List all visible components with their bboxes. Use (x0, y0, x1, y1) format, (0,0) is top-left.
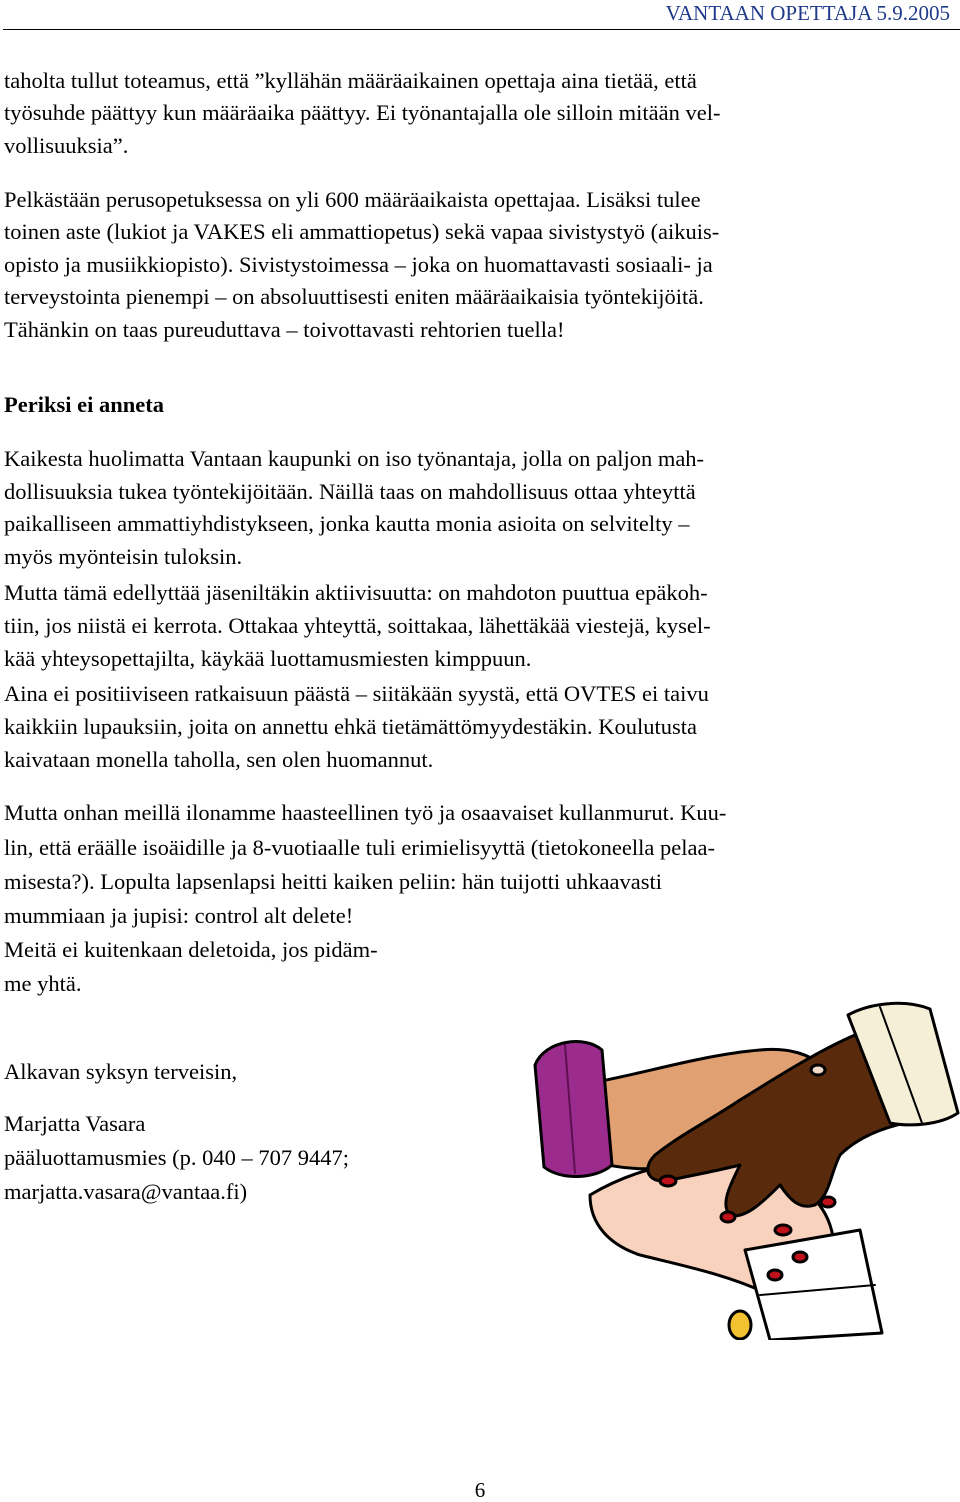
para2-line-3: opisto ja musiikkiopisto). Sivistystoimessa – joka on huomattavasti sosiaali- ja (4, 252, 713, 277)
signer-title: pääluottamusmies (p. 040 – 707 9447; (4, 1145, 349, 1170)
para2-line-2: toinen aste (lukiot ja VAKES eli ammattiopetus) sekä vapaa sivistystyö (aikuis- (4, 219, 720, 244)
para4-line-6: me yhtä. (4, 971, 82, 996)
signer-email: marjatta.vasara@vantaa.fi) (4, 1179, 248, 1204)
joined-hands-icon (530, 995, 960, 1340)
para2-line-4: terveystointa pienempi – on absoluuttisesti eniten määräaikaisia työntekijöitä. (4, 284, 704, 309)
para3-line-3: paikalliseen ammattiyhdistykseen, jonka kautta monia asioita on selvitelty – (4, 511, 690, 536)
para3-line-1: Kaikesta huolimatta Vantaan kaupunki on iso työnantaja, jolla on paljon mah- (4, 446, 705, 471)
para3-line-8: Aina ei positiiviseen ratkaisuun päästä – siitäkään syystä, että OVTES ei taivu (4, 681, 709, 706)
para3-line-9: kaikkiin lupauksiin, joita on annettu ehkä tietämättömyydestäkin. Koulutusta (4, 714, 697, 739)
para1-line-3: vollisuuksia”. (4, 133, 129, 158)
para2-line-5: Tähänkin on taas pureuduttava – toivottavasti rehtorien tuella! (4, 317, 565, 342)
para3-line-6: tiin, jos niistä ei kerrota. Ottakaa yhteyttä, soittakaa, lähettäkää viestejä, kysel- (4, 613, 711, 638)
para3-line-5: Mutta tämä edellyttää jäseniltäkin aktiivisuutta: on mahdoton puuttua epäkoh- (4, 580, 708, 605)
para3-line-4: myös myönteisin tuloksin. (4, 544, 243, 569)
para3-line-7: kää yhteysopettajilta, käykää luottamusmiesten kimppuun. (4, 646, 532, 671)
closing-greeting: Alkavan syksyn terveisin, (4, 1059, 238, 1084)
para3-line-2: dollisuuksia tukea työntekijöitään. Näillä taas on mahdollisuus ottaa yhteyttä (4, 479, 696, 504)
para4-line-3: misesta?). Lopulta lapsenlapsi heitti kaiken peliin: hän tuijotti uhkaavasti (4, 869, 662, 894)
header-rule (3, 29, 960, 30)
para4-line-4: mummiaan ja jupisi: control alt delete! (4, 903, 354, 928)
para3-line-10: kaivataan monella taholla, sen olen huomannut. (4, 747, 434, 772)
para4-line-1: Mutta onhan meillä ilonamme haasteellinen työ ja osaavaiset kullanmurut. Kuu- (4, 800, 727, 825)
para2-line-1: Pelkästään perusopetuksessa on yli 600 määräaikaista opettajaa. Lisäksi tulee (4, 187, 701, 212)
running-header: VANTAAN OPETTAJA 5.9.2005 (665, 1, 950, 25)
page-number: 6 (474, 1478, 486, 1502)
para1-line-1: taholta tullut toteamus, että ”kyllähän määräaikainen opettaja aina tietää, että (4, 68, 697, 93)
signer-name: Marjatta Vasara (4, 1111, 146, 1136)
para4-line-5: Meitä ei kuitenkaan deletoida, jos pidäm- (4, 937, 378, 962)
para1-line-2: työsuhde päättyy kun määräaika päättyy. Ei työnantajalla ole silloin mitään vel- (4, 100, 721, 125)
para4-line-2: lin, että eräälle isoäidille ja 8-vuotiaalle tuli erimielisyyttä (tietokoneella pelaa- (4, 835, 715, 860)
section-heading: Periksi ei anneta (4, 392, 164, 417)
